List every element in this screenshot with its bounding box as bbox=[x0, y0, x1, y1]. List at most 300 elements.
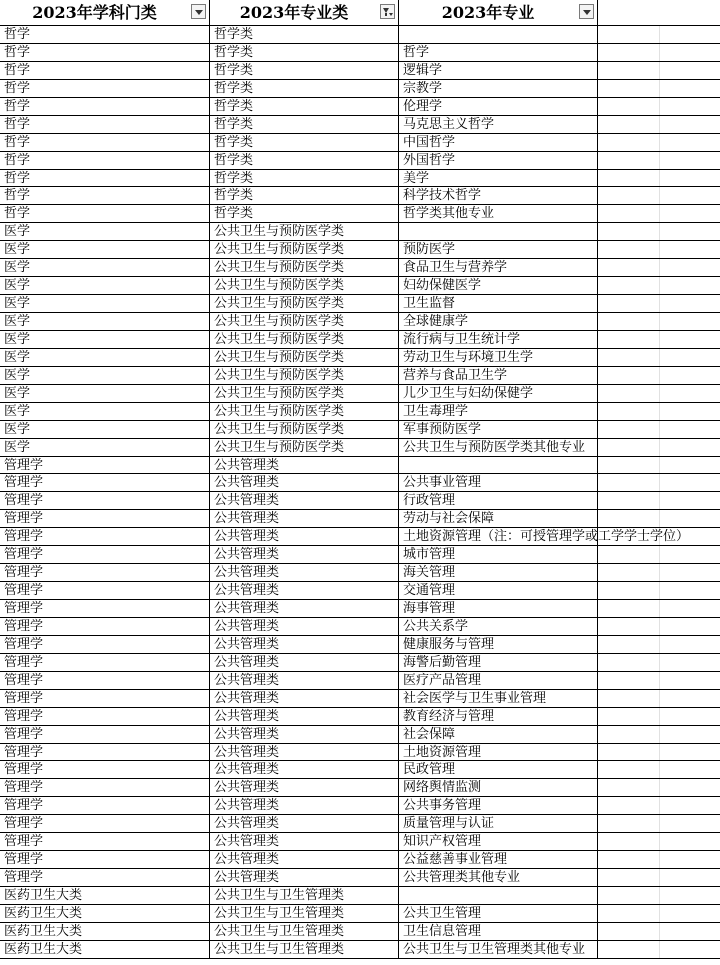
column-header-major-class[interactable] bbox=[210, 0, 399, 25]
cell-discipline[interactable] bbox=[0, 815, 210, 832]
empty-cell[interactable] bbox=[598, 654, 720, 671]
cell-discipline[interactable] bbox=[0, 546, 210, 563]
cell-major-class[interactable] bbox=[210, 134, 399, 151]
empty-cell[interactable] bbox=[598, 170, 720, 187]
cell-major[interactable] bbox=[399, 510, 598, 527]
cell-text: 公共事业管理 bbox=[403, 475, 482, 491]
cell-discipline[interactable] bbox=[0, 672, 210, 689]
column-header-discipline[interactable] bbox=[0, 0, 210, 25]
empty-cell[interactable] bbox=[598, 618, 720, 635]
cell-text: 管理学 bbox=[4, 493, 44, 509]
table-row bbox=[0, 421, 720, 439]
empty-cell[interactable] bbox=[598, 62, 720, 79]
cell-discipline[interactable] bbox=[0, 887, 210, 904]
cell-discipline[interactable] bbox=[0, 941, 210, 958]
cell-major-class[interactable] bbox=[210, 349, 399, 366]
empty-cell[interactable] bbox=[598, 367, 720, 384]
cell-text: 管理学 bbox=[4, 708, 44, 724]
cell-discipline[interactable] bbox=[0, 869, 210, 886]
table-row bbox=[0, 277, 720, 295]
header-row bbox=[0, 0, 720, 26]
empty-cell[interactable] bbox=[598, 80, 720, 97]
cell-major[interactable] bbox=[399, 672, 598, 689]
empty-cell[interactable] bbox=[598, 510, 720, 527]
cell-discipline[interactable] bbox=[0, 618, 210, 635]
table-row bbox=[0, 134, 720, 152]
cell-discipline[interactable] bbox=[0, 277, 210, 294]
table-row bbox=[0, 44, 720, 62]
cell-text: 妇幼保健医学 bbox=[403, 278, 482, 294]
cell-text: 营养与食品卫生学 bbox=[403, 367, 508, 383]
cell-major[interactable] bbox=[399, 654, 598, 671]
cell-discipline[interactable] bbox=[0, 905, 210, 922]
cell-text: 管理学 bbox=[4, 798, 44, 814]
cell-major-class[interactable] bbox=[210, 331, 399, 348]
cell-discipline[interactable] bbox=[0, 385, 210, 402]
cell-major-class[interactable] bbox=[210, 205, 399, 222]
cell-major[interactable] bbox=[399, 152, 598, 169]
cell-major-class[interactable] bbox=[210, 492, 399, 509]
cell-discipline[interactable] bbox=[0, 313, 210, 330]
cell-major[interactable] bbox=[399, 815, 598, 832]
cell-text: 管理学 bbox=[4, 475, 44, 491]
cell-major-class[interactable] bbox=[210, 815, 399, 832]
empty-cell[interactable] bbox=[598, 869, 720, 886]
cell-major[interactable] bbox=[399, 636, 598, 653]
cell-discipline[interactable] bbox=[0, 833, 210, 850]
cell-major[interactable] bbox=[399, 241, 598, 258]
empty-cell[interactable] bbox=[598, 779, 720, 796]
cell-major-class[interactable] bbox=[210, 582, 399, 599]
empty-cell[interactable] bbox=[598, 815, 720, 832]
cell-major[interactable] bbox=[399, 98, 598, 115]
empty-cell[interactable] bbox=[598, 439, 720, 456]
cell-discipline[interactable] bbox=[0, 62, 210, 79]
cell-major[interactable] bbox=[399, 26, 598, 43]
table-row bbox=[0, 779, 720, 797]
cell-discipline[interactable] bbox=[0, 510, 210, 527]
cell-major[interactable] bbox=[399, 457, 598, 474]
cell-discipline[interactable] bbox=[0, 761, 210, 778]
empty-cell[interactable] bbox=[598, 761, 720, 778]
empty-cell[interactable] bbox=[598, 277, 720, 294]
cell-major-class[interactable] bbox=[210, 421, 399, 438]
cell-text: 公共管理类 bbox=[214, 870, 280, 886]
cell-discipline[interactable] bbox=[0, 726, 210, 743]
cell-major-class[interactable] bbox=[210, 187, 399, 204]
cell-major[interactable] bbox=[399, 44, 598, 61]
cell-text: 公共卫生与预防医学类 bbox=[214, 314, 345, 329]
cell-text: 公共管理类 bbox=[214, 583, 280, 599]
empty-cell[interactable] bbox=[598, 205, 720, 222]
cell-text: 公共管理类 bbox=[214, 529, 280, 545]
cell-major[interactable] bbox=[399, 170, 598, 187]
cell-major-class[interactable] bbox=[210, 98, 399, 115]
cell-text: 医学 bbox=[4, 331, 31, 347]
table-row bbox=[0, 600, 720, 618]
cell-major-class[interactable] bbox=[210, 44, 399, 61]
filter-dropdown-icon[interactable] bbox=[579, 4, 594, 19]
cell-major[interactable] bbox=[399, 797, 598, 814]
empty-cell[interactable] bbox=[598, 851, 720, 868]
cell-major[interactable] bbox=[399, 887, 598, 904]
cell-major-class[interactable] bbox=[210, 905, 399, 922]
empty-cell[interactable] bbox=[598, 331, 720, 348]
cell-major[interactable] bbox=[399, 80, 598, 97]
cell-major-class[interactable] bbox=[210, 80, 399, 97]
cell-text: 哲学 bbox=[4, 44, 31, 60]
empty-cell[interactable] bbox=[598, 259, 720, 276]
cell-text: 公共卫生与预防医学类 bbox=[214, 278, 345, 294]
table-row bbox=[0, 726, 720, 744]
empty-cell[interactable] bbox=[598, 833, 720, 850]
cell-text: 外国哲学 bbox=[403, 152, 456, 168]
cell-major-class[interactable] bbox=[210, 833, 399, 850]
cell-text: 管理学 bbox=[4, 744, 44, 760]
cell-text: 卫生信息管理 bbox=[403, 923, 482, 939]
empty-cell[interactable] bbox=[598, 923, 720, 940]
empty-cell[interactable] bbox=[598, 385, 720, 402]
cell-major[interactable] bbox=[399, 528, 690, 545]
cell-major[interactable] bbox=[399, 367, 598, 384]
cell-major[interactable] bbox=[399, 833, 598, 850]
table-row bbox=[0, 295, 720, 313]
cell-major[interactable] bbox=[399, 385, 598, 402]
table-row bbox=[0, 941, 720, 959]
empty-cell[interactable] bbox=[598, 492, 720, 509]
empty-cell[interactable] bbox=[598, 690, 720, 707]
cell-discipline[interactable] bbox=[0, 636, 210, 653]
cell-text: 逻辑学 bbox=[403, 62, 443, 78]
cell-text: 知识产权管理 bbox=[403, 834, 482, 850]
cell-discipline[interactable] bbox=[0, 690, 210, 707]
cell-major-class[interactable] bbox=[210, 223, 399, 240]
cell-text: 海关管理 bbox=[403, 565, 456, 581]
table-row bbox=[0, 815, 720, 833]
cell-discipline[interactable] bbox=[0, 528, 210, 545]
table-row bbox=[0, 564, 720, 582]
table-row bbox=[0, 851, 720, 869]
cell-discipline[interactable] bbox=[0, 44, 210, 61]
cell-discipline[interactable] bbox=[0, 564, 210, 581]
cell-major-class[interactable] bbox=[210, 116, 399, 133]
cell-major-class[interactable] bbox=[210, 241, 399, 258]
cell-major[interactable] bbox=[399, 331, 598, 348]
cell-major-class[interactable] bbox=[210, 618, 399, 635]
cell-major-class[interactable] bbox=[210, 367, 399, 384]
cell-major[interactable] bbox=[399, 439, 598, 456]
column-header-major[interactable] bbox=[399, 0, 598, 25]
empty-cell[interactable] bbox=[598, 134, 720, 151]
cell-major[interactable] bbox=[399, 313, 598, 330]
cell-major-class[interactable] bbox=[210, 403, 399, 420]
empty-cell[interactable] bbox=[598, 708, 720, 725]
empty-cell[interactable] bbox=[598, 474, 720, 491]
empty-cell[interactable] bbox=[598, 564, 720, 581]
cell-discipline[interactable] bbox=[0, 295, 210, 312]
cell-major-class[interactable] bbox=[210, 259, 399, 276]
empty-cell[interactable] bbox=[598, 672, 720, 689]
table-row bbox=[0, 546, 720, 564]
cell-discipline[interactable] bbox=[0, 134, 210, 151]
cell-discipline[interactable] bbox=[0, 331, 210, 348]
cell-text: 医药卫生大类 bbox=[4, 941, 83, 957]
table-row bbox=[0, 313, 720, 331]
cell-major[interactable] bbox=[399, 779, 598, 796]
table-row bbox=[0, 797, 720, 815]
cell-text: 公共卫生与预防医学类 bbox=[214, 331, 345, 347]
cell-major-class[interactable] bbox=[210, 26, 399, 43]
cell-major[interactable] bbox=[399, 726, 598, 743]
cell-major[interactable] bbox=[399, 492, 598, 509]
cell-text: 公共管理类 bbox=[214, 618, 280, 634]
empty-cell[interactable] bbox=[598, 887, 720, 904]
empty-cell[interactable] bbox=[598, 349, 720, 366]
cell-discipline[interactable] bbox=[0, 797, 210, 814]
cell-text: 海警后勤管理 bbox=[403, 654, 482, 670]
table-row bbox=[0, 528, 720, 546]
cell-major[interactable] bbox=[399, 905, 598, 922]
cell-major-class[interactable] bbox=[210, 744, 399, 761]
cell-major[interactable] bbox=[399, 205, 598, 222]
cell-discipline[interactable] bbox=[0, 474, 210, 491]
cell-major[interactable] bbox=[399, 223, 598, 240]
cell-major-class[interactable] bbox=[210, 170, 399, 187]
cell-discipline[interactable] bbox=[0, 349, 210, 366]
cell-text: 公共管理类 bbox=[214, 672, 280, 688]
cell-text: 医学 bbox=[4, 385, 31, 401]
empty-cell[interactable] bbox=[598, 546, 720, 563]
table-row bbox=[0, 116, 720, 134]
cell-discipline[interactable] bbox=[0, 187, 210, 204]
cell-major[interactable] bbox=[399, 744, 598, 761]
cell-major-class[interactable] bbox=[210, 761, 399, 778]
cell-discipline[interactable] bbox=[0, 654, 210, 671]
empty-cell[interactable] bbox=[598, 313, 720, 330]
cell-major[interactable] bbox=[399, 941, 598, 958]
cell-major[interactable] bbox=[399, 923, 598, 940]
cell-text: 管理学 bbox=[4, 457, 44, 473]
cell-discipline[interactable] bbox=[0, 26, 210, 43]
cell-text: 管理学 bbox=[4, 852, 44, 868]
empty-cell[interactable] bbox=[598, 941, 720, 958]
cell-major-class[interactable] bbox=[210, 690, 399, 707]
empty-cell[interactable] bbox=[598, 421, 720, 438]
cell-major-class[interactable] bbox=[210, 457, 399, 474]
cell-text: 全球健康学 bbox=[403, 314, 469, 329]
cell-major[interactable] bbox=[399, 187, 598, 204]
cell-major-class[interactable] bbox=[210, 851, 399, 868]
cell-text: 卫生毒理学 bbox=[403, 403, 469, 419]
cell-major[interactable] bbox=[399, 116, 598, 133]
cell-major[interactable] bbox=[399, 690, 598, 707]
cell-text: 公共管理类 bbox=[214, 798, 280, 814]
empty-cell[interactable] bbox=[598, 905, 720, 922]
cell-text: 医学 bbox=[4, 296, 31, 312]
empty-cell[interactable] bbox=[598, 98, 720, 115]
cell-discipline[interactable] bbox=[0, 241, 210, 258]
cell-major-class[interactable] bbox=[210, 797, 399, 814]
cell-major-class[interactable] bbox=[210, 313, 399, 330]
cell-major[interactable] bbox=[399, 582, 598, 599]
cell-discipline[interactable] bbox=[0, 457, 210, 474]
empty-cell[interactable] bbox=[598, 295, 720, 312]
cell-text: 公共卫生与预防医学类其他专业 bbox=[403, 439, 586, 455]
cell-major[interactable] bbox=[399, 600, 598, 617]
cell-major-class[interactable] bbox=[210, 152, 399, 169]
cell-major-class[interactable] bbox=[210, 672, 399, 689]
cell-text: 医学 bbox=[4, 421, 31, 437]
cell-text: 医学 bbox=[4, 242, 31, 258]
empty-cell[interactable] bbox=[598, 223, 720, 240]
table-row bbox=[0, 492, 720, 510]
empty-cell[interactable] bbox=[598, 403, 720, 420]
cell-discipline[interactable] bbox=[0, 744, 210, 761]
table-row bbox=[0, 672, 720, 690]
cell-text: 管理学 bbox=[4, 726, 44, 742]
cell-text: 土地资源管理（注：可授管理学或工学学士学位） bbox=[403, 529, 690, 545]
cell-major-class[interactable] bbox=[210, 941, 399, 958]
table-row bbox=[0, 403, 720, 421]
cell-major-class[interactable] bbox=[210, 474, 399, 491]
cell-text: 哲学 bbox=[4, 62, 31, 78]
cell-text: 管理学 bbox=[4, 834, 44, 850]
table-row bbox=[0, 385, 720, 403]
cell-text: 劳动卫生与环境卫生学 bbox=[403, 349, 534, 365]
cell-major-class[interactable] bbox=[210, 546, 399, 563]
empty-cell[interactable] bbox=[598, 116, 720, 133]
cell-major-class[interactable] bbox=[210, 600, 399, 617]
cell-text: 流行病与卫生统计学 bbox=[403, 331, 521, 347]
cell-major[interactable] bbox=[399, 761, 598, 778]
cell-major[interactable] bbox=[399, 277, 598, 294]
cell-major-class[interactable] bbox=[210, 510, 399, 527]
cell-text: 公共管理类 bbox=[214, 636, 280, 652]
cell-major[interactable] bbox=[399, 564, 598, 581]
cell-discipline[interactable] bbox=[0, 600, 210, 617]
cell-major-class[interactable] bbox=[210, 564, 399, 581]
empty-cell[interactable] bbox=[598, 44, 720, 61]
cell-major[interactable] bbox=[399, 134, 598, 151]
cell-major[interactable] bbox=[399, 708, 598, 725]
empty-cell[interactable] bbox=[598, 797, 720, 814]
cell-text: 公共管理类 bbox=[214, 690, 280, 706]
cell-major-class[interactable] bbox=[210, 708, 399, 725]
empty-cell[interactable] bbox=[598, 241, 720, 258]
cell-major[interactable] bbox=[399, 618, 598, 635]
cell-major-class[interactable] bbox=[210, 439, 399, 456]
table-row bbox=[0, 618, 720, 636]
cell-discipline[interactable] bbox=[0, 403, 210, 420]
cell-major[interactable] bbox=[399, 851, 598, 868]
empty-cell[interactable] bbox=[598, 152, 720, 169]
table-row bbox=[0, 439, 720, 457]
cell-discipline[interactable] bbox=[0, 170, 210, 187]
cell-text: 公共卫生与预防医学类 bbox=[214, 349, 345, 365]
cell-text: 公共管理类 bbox=[214, 780, 280, 796]
cell-major-class[interactable] bbox=[210, 887, 399, 904]
cell-text: 公共卫生与卫生管理类其他专业 bbox=[403, 941, 586, 957]
cell-major-class[interactable] bbox=[210, 528, 399, 545]
cell-discipline[interactable] bbox=[0, 205, 210, 222]
cell-major-class[interactable] bbox=[210, 779, 399, 796]
cell-major-class[interactable] bbox=[210, 654, 399, 671]
cell-text: 健康服务与管理 bbox=[403, 636, 495, 652]
cell-major-class[interactable] bbox=[210, 636, 399, 653]
empty-cell[interactable] bbox=[598, 726, 720, 743]
cell-major[interactable] bbox=[399, 259, 598, 276]
empty-cell[interactable] bbox=[598, 457, 720, 474]
cell-major-class[interactable] bbox=[210, 869, 399, 886]
cell-discipline[interactable] bbox=[0, 367, 210, 384]
cell-major-class[interactable] bbox=[210, 726, 399, 743]
cell-discipline[interactable] bbox=[0, 582, 210, 599]
empty-cell[interactable] bbox=[598, 187, 720, 204]
cell-discipline[interactable] bbox=[0, 98, 210, 115]
cell-major-class[interactable] bbox=[210, 277, 399, 294]
table-row bbox=[0, 708, 720, 726]
cell-discipline[interactable] bbox=[0, 80, 210, 97]
cell-text: 社会保障 bbox=[403, 726, 456, 742]
cell-discipline[interactable] bbox=[0, 708, 210, 725]
filter-dropdown-icon[interactable] bbox=[191, 4, 206, 19]
table-row bbox=[0, 474, 720, 492]
empty-cell[interactable] bbox=[598, 26, 720, 43]
table-row bbox=[0, 887, 720, 905]
cell-text: 公共卫生与预防医学类 bbox=[214, 385, 345, 401]
cell-text: 公共管理类 bbox=[214, 708, 280, 724]
cell-major[interactable] bbox=[399, 403, 598, 420]
cell-text: 公共管理类 bbox=[214, 475, 280, 491]
cell-discipline[interactable] bbox=[0, 851, 210, 868]
cell-text: 公共管理类 bbox=[214, 565, 280, 581]
cell-major[interactable] bbox=[399, 349, 598, 366]
cell-major-class[interactable] bbox=[210, 923, 399, 940]
empty-cell[interactable] bbox=[598, 636, 720, 653]
cell-major[interactable] bbox=[399, 62, 598, 79]
filter-active-icon[interactable] bbox=[380, 4, 395, 19]
cell-discipline[interactable] bbox=[0, 439, 210, 456]
cell-discipline[interactable] bbox=[0, 492, 210, 509]
empty-cell[interactable] bbox=[598, 744, 720, 761]
table-row bbox=[0, 582, 720, 600]
cell-discipline[interactable] bbox=[0, 779, 210, 796]
cell-text: 公共管理类 bbox=[214, 654, 280, 670]
cell-discipline[interactable] bbox=[0, 259, 210, 276]
cell-major-class[interactable] bbox=[210, 385, 399, 402]
cell-discipline[interactable] bbox=[0, 116, 210, 133]
cell-major[interactable] bbox=[399, 869, 598, 886]
cell-text: 哲学 bbox=[4, 116, 31, 132]
cell-discipline[interactable] bbox=[0, 923, 210, 940]
cell-text: 哲学类 bbox=[214, 206, 254, 222]
cell-major[interactable] bbox=[399, 546, 598, 563]
cell-discipline[interactable] bbox=[0, 223, 210, 240]
cell-text: 管理学 bbox=[4, 690, 44, 706]
empty-cell[interactable] bbox=[598, 600, 720, 617]
cell-major[interactable] bbox=[399, 421, 598, 438]
cell-text: 哲学类 bbox=[214, 134, 254, 150]
cell-major[interactable] bbox=[399, 474, 598, 491]
empty-cell[interactable] bbox=[598, 582, 720, 599]
cell-major-class[interactable] bbox=[210, 295, 399, 312]
cell-text: 医学 bbox=[4, 403, 31, 419]
cell-discipline[interactable] bbox=[0, 421, 210, 438]
table-row bbox=[0, 654, 720, 672]
cell-major[interactable] bbox=[399, 295, 598, 312]
cell-discipline[interactable] bbox=[0, 152, 210, 169]
cell-major-class[interactable] bbox=[210, 62, 399, 79]
